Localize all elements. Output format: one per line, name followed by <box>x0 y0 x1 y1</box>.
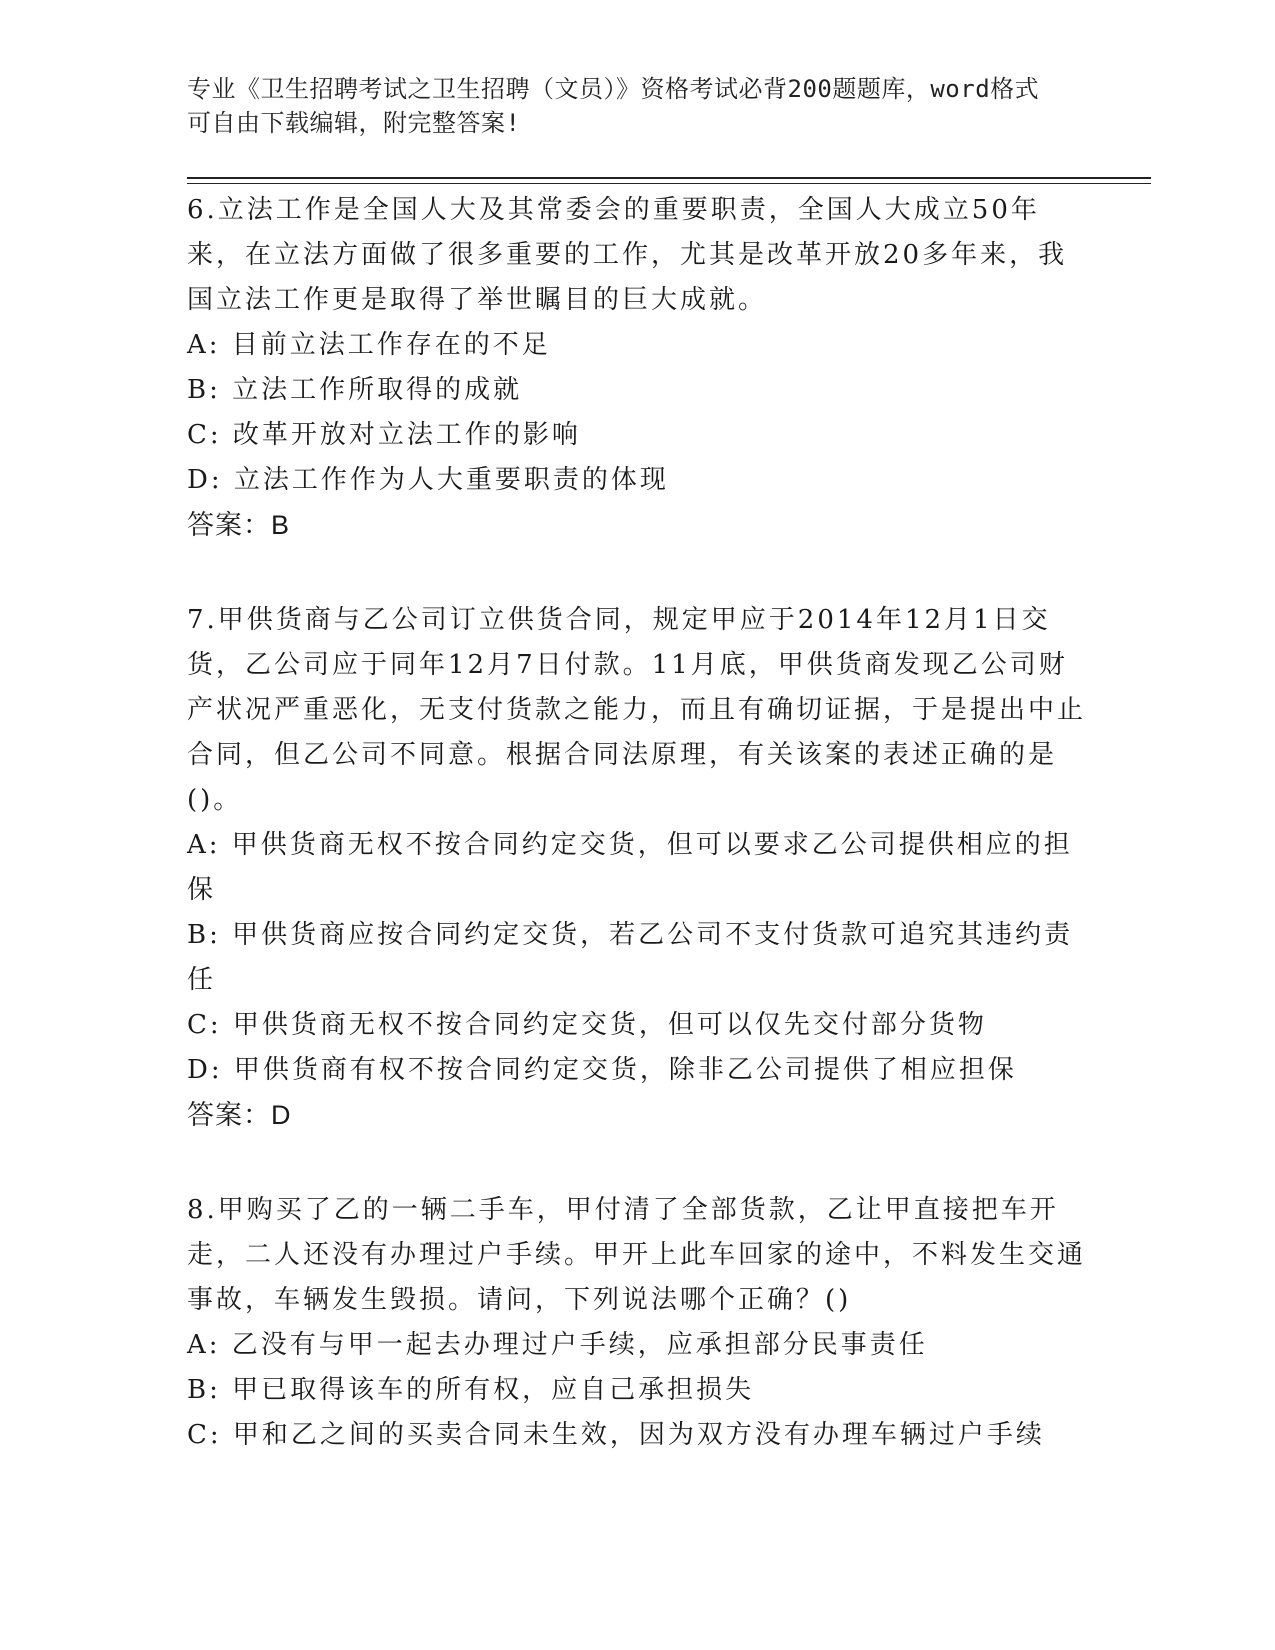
option-c: C: 甲供货商无权不按合同约定交货，但可以仅先交付部分货物 <box>187 1010 987 1040</box>
option-c: C: 甲和乙之间的买卖合同未生效，因为双方没有办理车辆过户手续 <box>187 1420 1045 1450</box>
answer-label: 答案：D <box>187 1100 292 1130</box>
answer-label: 答案：B <box>187 510 291 540</box>
header-rule-thick <box>187 177 1151 179</box>
document-header <box>187 72 1087 140</box>
question-8 <box>187 1188 1087 1458</box>
option-a: A: 目前立法工作存在的不足 <box>187 330 551 360</box>
question-list <box>187 188 1087 1508</box>
header-line-1: 专业《卫生招聘考试之卫生招聘（文员）》资格考试必背200题题库，word格式 <box>187 75 1040 103</box>
option-c: C: 改革开放对立法工作的影响 <box>187 420 581 450</box>
option-b: B: 甲已取得该车的所有权，应自己承担损失 <box>187 1375 755 1405</box>
question-text: 7.甲供货商与乙公司订立供货合同，规定甲应于2014年12月1日交货，乙公司应于同年12月7日付款。11月底，甲供货商发现乙公司财产状况严重恶化，无支付货款之能力，而且有确切证据，于是提出中止合同，但乙公司不同意。根据合同法原理，有关该案的表述正确的是()。 <box>187 605 1087 815</box>
header-rule-thin <box>187 183 1151 184</box>
option-a: A: 乙没有与甲一起去办理过户手续，应承担部分民事责任 <box>187 1330 928 1360</box>
option-d: D: 甲供货商有权不按合同约定交货，除非乙公司提供了相应担保 <box>187 1055 1017 1085</box>
question-6 <box>187 188 1087 548</box>
question-text: 6.立法工作是全国人大及其常委会的重要职责，全国人大成立50年来，在立法方面做了很多重要的工作，尤其是改革开放20多年来，我国立法工作更是取得了举世瞩目的巨大成就。 <box>187 195 1068 315</box>
question-text: 8.甲购买了乙的一辆二手车，甲付清了全部货款，乙让甲直接把车开走，二人还没有办理过户手续。甲开上此车回家的途中，不料发生交通事故，车辆发生毁损。请问，下列说法哪个正确？() <box>187 1195 1087 1315</box>
header-line-2: 可自由下载编辑，附完整答案! <box>187 109 521 137</box>
option-a: A: 甲供货商无权不按合同约定交货，但可以要求乙公司提供相应的担保 <box>187 830 1073 905</box>
question-7 <box>187 598 1087 1138</box>
option-b: B: 甲供货商应按合同约定交货，若乙公司不支付货款可追究其违约责任 <box>187 920 1074 995</box>
option-d: D: 立法工作作为人大重要职责的体现 <box>187 465 669 495</box>
option-b: B: 立法工作所取得的成就 <box>187 375 523 405</box>
